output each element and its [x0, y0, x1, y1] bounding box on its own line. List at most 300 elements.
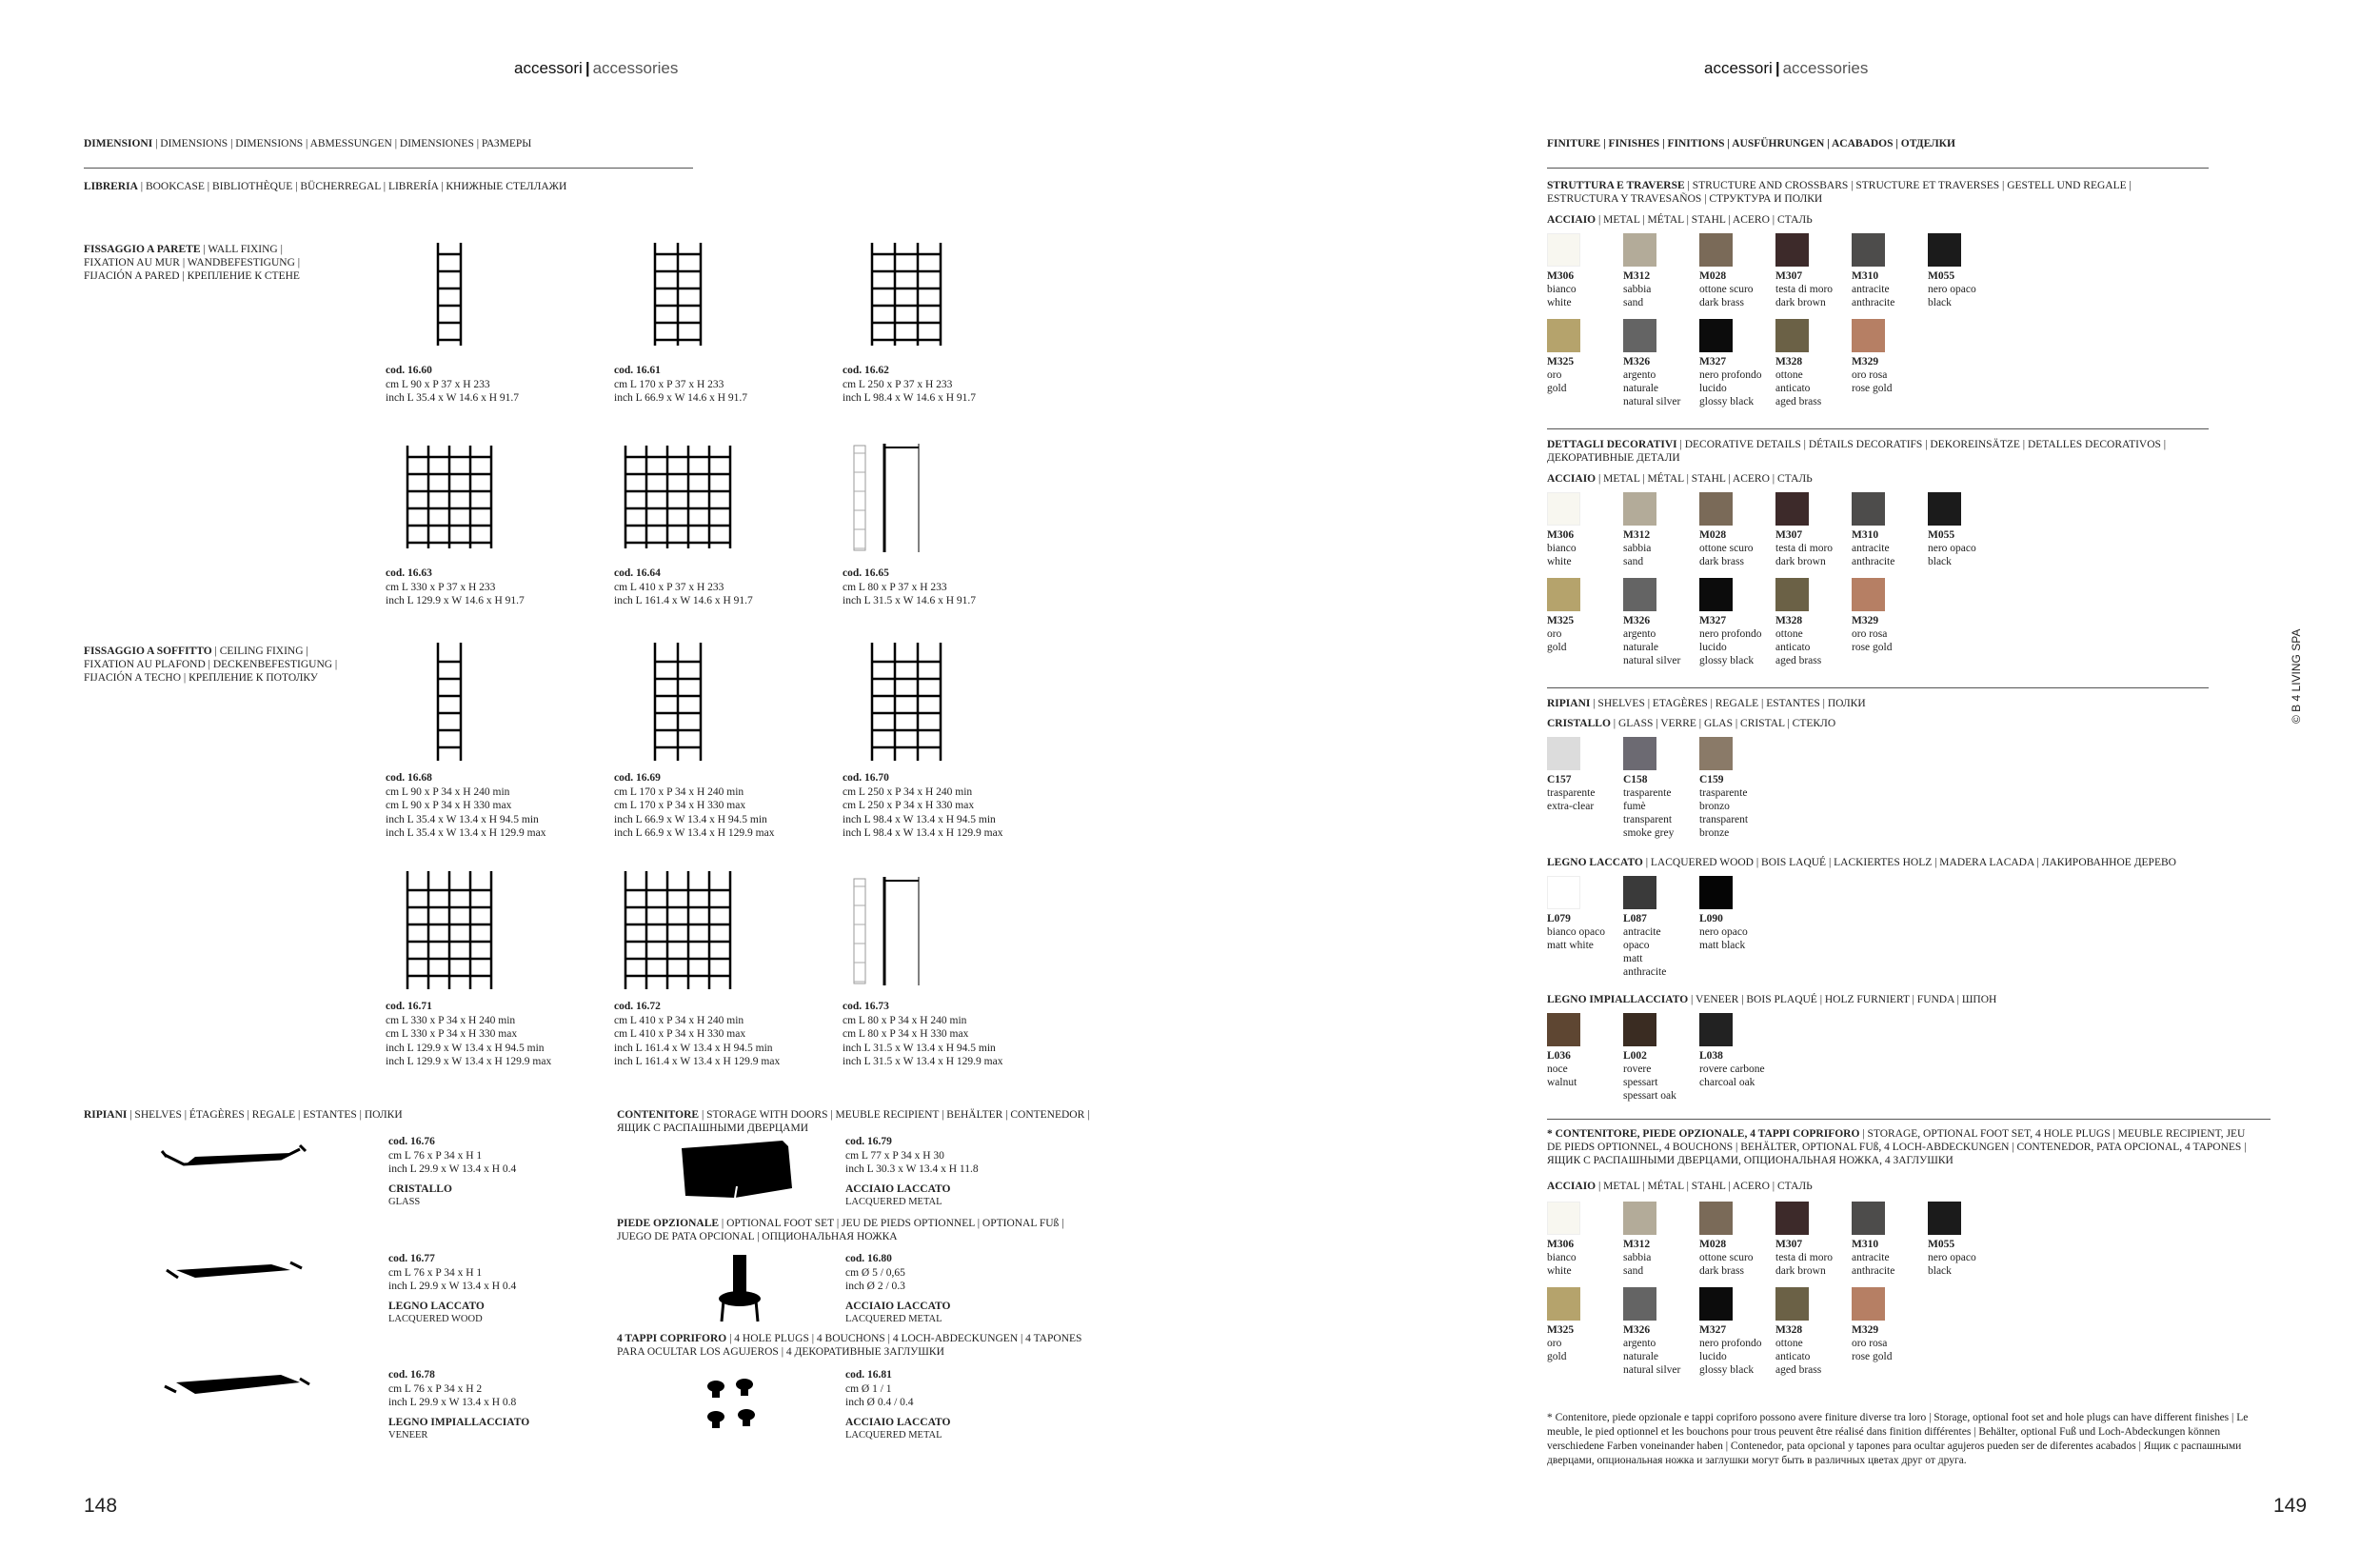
- divider: [1547, 687, 2209, 688]
- lacquered-label: LEGNO LACCATO | LACQUERED WOOD | BOIS LAQUÉ | LACKIERTES HOLZ | MADERA LACADA | ЛАКИРОВАННОЕ ДЕРЕВО: [1547, 857, 2176, 868]
- color-chip: [1852, 319, 1885, 352]
- item-dimension: cm L 170 x P 34 x H 330 max: [614, 800, 746, 811]
- finish-code: L002: [1623, 1050, 1647, 1062]
- finish-name: argento: [1623, 628, 1656, 640]
- finishes-heading: FINITURE | FINISHES | FINITIONS | AUSFÜHRUNGEN | ACABADOS | ОТДЕЛКИ: [1547, 138, 1955, 149]
- item-code: cod. 16.60: [386, 365, 432, 376]
- item-code: cod. 16.63: [386, 567, 432, 579]
- finish-code: M306: [1547, 270, 1575, 282]
- finish-name: sand: [1623, 297, 1644, 308]
- bookcase-item: [843, 1000, 1061, 1069]
- shelf-lacquered-drawing: [157, 1257, 319, 1295]
- item-dimension: cm L 80 x P 34 x H 240 min: [843, 1014, 967, 1026]
- page-header: accessori | accessories: [1704, 59, 1869, 77]
- finish-swatch: [1928, 1202, 2004, 1278]
- finish-code: M329: [1852, 356, 1879, 368]
- finish-code: M312: [1623, 270, 1651, 282]
- finish-name: charcoal oak: [1699, 1077, 1755, 1088]
- finish-name: matt white: [1547, 940, 1594, 951]
- finish-name: glossy black: [1699, 396, 1755, 407]
- color-chip: [1699, 1013, 1733, 1046]
- footnote: * Contenitore, piede opzionale e tappi copriforo possono avere finiture diverse tra loro | Storage, optional foot set and hole plugs can have different finishes | Le meuble, le pied optionnel et les bouchons pour trous peuvent être réalisé dans finition différentes | Behälter, optional Fuß und Loch-Abdeckungen können verschiedene Farben voneinander haben | Contenedor, pata opcional y tapones para ocultar agujeros pueden ser de diferentes acabados | Ящик с распашными дверцами, опциональная ножка и заглушки могут быть в различных цветах друг от друга.: [1547, 1412, 2249, 1466]
- item-dimension: cm L 250 x P 37 x H 233: [843, 378, 953, 390]
- item-dimension: cm L 90 x P 37 x H 233: [386, 378, 490, 390]
- finish-swatch: [1623, 1202, 1699, 1278]
- item-dimension: inch L 161.4 x W 13.4 x H 94.5 min: [614, 1042, 773, 1054]
- finish-swatch: [1547, 737, 1623, 813]
- item-code: cod. 16.69: [614, 772, 661, 784]
- shelves-heading: RIPIANI | SHELVES | ÉTAGÈRES | REGALE | ESTANTES | ПОЛКИ: [84, 1109, 403, 1121]
- bookcase-drawing: [606, 641, 749, 765]
- bookcase-drawing: [378, 233, 521, 357]
- finish-name: nero opaco: [1928, 1252, 1976, 1263]
- item-dimension: cm L 410 x P 34 x H 240 min: [614, 1014, 744, 1026]
- finish-name: spessart oak: [1623, 1090, 1676, 1102]
- item-dimension: inch L 98.4 x W 14.6 x H 91.7: [843, 392, 977, 404]
- item-code: cod. 16.61: [614, 365, 661, 376]
- finish-name: sabbia: [1623, 284, 1652, 295]
- container-item: cod. 16.79 cm L 77 x P 34 x H 30 inch L 30.3 x W 13.4 x H 11.8 ACCIAIO LACCATO LACQUERED METAL: [845, 1136, 979, 1207]
- steel-label: ACCIAIO | METAL | MÉTAL | STAHL | ACERO | СТАЛЬ: [1547, 1181, 1813, 1192]
- shelf-item: cod. 16.76 cm L 76 x P 34 x H 1 inch L 29.9 x W 13.4 x H 0.4 CRISTALLO GLASS: [388, 1136, 517, 1207]
- finish-name: testa di moro: [1775, 284, 1834, 295]
- steel-label: ACCIAIO | METAL | MÉTAL | STAHL | ACERO | СТАЛЬ: [1547, 473, 1813, 485]
- finish-name: anthracite: [1852, 556, 1895, 567]
- finish-name: opaco: [1623, 940, 1650, 951]
- item-dimension: cm L 80 x P 34 x H 330 max: [843, 1028, 969, 1040]
- finish-name: white: [1547, 556, 1572, 567]
- item-dimension: inch L 66.9 x W 13.4 x H 94.5 min: [614, 813, 767, 825]
- finish-name: antracite: [1623, 926, 1661, 938]
- container-heading: CONTENITORE | STORAGE WITH DOORS | MEUBLE RECIPIENT | BEHÄLTER | CONTENEDOR | ЯЩИК С РАСПАШНЫМИ ДВЕРЦАМИ: [617, 1109, 1090, 1134]
- color-chip: [1623, 1287, 1656, 1321]
- finish-name: ottone scuro: [1699, 543, 1754, 554]
- wall-fixing-label: FISSAGGIO A PARETE | WALL FIXING | FIXATION AU MUR | WANDBEFESTIGUNG | FIJACIÓN A PARED | КРЕПЛЕНИЕ К СТЕНЕ: [84, 244, 301, 282]
- color-chip: [1547, 1202, 1580, 1235]
- bookcase-item: [386, 364, 605, 406]
- finish-name: gold: [1547, 1351, 1567, 1362]
- color-chip: [1775, 1287, 1809, 1321]
- finish-swatch: [1775, 233, 1852, 309]
- finish-name: oro rosa: [1852, 628, 1888, 640]
- finish-name: oro rosa: [1852, 369, 1888, 381]
- finish-code: M055: [1928, 270, 1955, 282]
- finish-swatch: [1623, 319, 1699, 408]
- finish-code: M325: [1547, 1324, 1575, 1336]
- finish-swatch: [1547, 319, 1623, 395]
- item-dimension: inch L 161.4 x W 14.6 x H 91.7: [614, 595, 753, 606]
- finish-name: nero profondo: [1699, 369, 1762, 381]
- item-dimension: cm L 90 x P 34 x H 240 min: [386, 785, 510, 798]
- finish-name: spessart: [1623, 1077, 1658, 1088]
- finish-name: oro: [1547, 369, 1562, 381]
- glass-label: CRISTALLO | GLASS | VERRE | GLAS | CRISTAL | СТЕКЛО: [1547, 718, 1836, 729]
- color-chip: [1547, 876, 1580, 909]
- color-chip: [1699, 319, 1733, 352]
- finish-name: oro: [1547, 1338, 1562, 1349]
- finish-swatch: [1699, 492, 1775, 568]
- color-chip: [1775, 233, 1809, 267]
- page-number: 149: [2273, 1495, 2308, 1517]
- color-chip: [1547, 492, 1580, 526]
- finish-swatch: [1699, 233, 1775, 309]
- finish-code: C158: [1623, 774, 1648, 785]
- color-chip: [1852, 1287, 1885, 1321]
- finish-name: dark brass: [1699, 556, 1744, 567]
- color-chip: [1852, 233, 1885, 267]
- finish-name: nero opaco: [1928, 284, 1976, 295]
- dimensions-heading: DIMENSIONI | DIMENSIONS | DIMENSIONS | ABMESSUNGEN | DIMENSIONES | РАЗМЕРЫ: [84, 138, 532, 149]
- finish-swatch: [1852, 1202, 1928, 1278]
- finish-name: matt: [1623, 953, 1643, 964]
- shelf-veneer-drawing: [157, 1369, 319, 1407]
- item-dimension: cm L 410 x P 34 x H 330 max: [614, 1028, 746, 1040]
- finish-code: M306: [1547, 529, 1575, 541]
- bookcase-drawing: [378, 869, 521, 993]
- finish-swatch: [1852, 1287, 1928, 1363]
- finish-code: L087: [1623, 913, 1647, 924]
- item-dimension: inch L 31.5 x W 13.4 x H 129.9 max: [843, 1056, 1003, 1067]
- item-dimension: inch L 98.4 x W 13.4 x H 129.9 max: [843, 827, 1003, 839]
- finish-name: antracite: [1852, 284, 1890, 295]
- finish-code: M028: [1699, 270, 1727, 282]
- finish-code: M326: [1623, 615, 1651, 626]
- finish-code: L038: [1699, 1050, 1723, 1062]
- finish-code: M328: [1775, 356, 1803, 368]
- finish-swatch: [1623, 233, 1699, 309]
- finish-name: naturale: [1623, 1351, 1659, 1362]
- color-chip: [1547, 1013, 1580, 1046]
- item-code: cod. 16.64: [614, 567, 661, 579]
- plugs-item: cod. 16.81 cm Ø 1 / 1 inch Ø 0.4 / 0.4 ACCIAIO LACCATO LACQUERED METAL: [845, 1369, 951, 1441]
- color-chip: [1852, 1202, 1885, 1235]
- finish-name: rose gold: [1852, 383, 1893, 394]
- foot-drawing: [712, 1253, 769, 1324]
- page-number: 148: [84, 1495, 118, 1517]
- finish-code: M055: [1928, 529, 1955, 541]
- item-dimension: inch L 129.9 x W 13.4 x H 94.5 min: [386, 1042, 545, 1054]
- finish-name: sabbia: [1623, 543, 1652, 554]
- color-chip: [1775, 492, 1809, 526]
- finish-swatch: [1547, 578, 1623, 654]
- finish-name: sabbia: [1623, 1252, 1652, 1263]
- color-chip: [1547, 319, 1580, 352]
- finish-name: lucido: [1699, 1351, 1727, 1362]
- bookcase-drawing: [606, 436, 749, 560]
- shelves-finishes-heading: RIPIANI | SHELVES | ETAGÈRES | REGALE | ESTANTES | ПОЛКИ: [1547, 698, 1866, 709]
- color-chip: [1699, 1202, 1733, 1235]
- item-dimension: inch L 66.9 x W 13.4 x H 129.9 max: [614, 827, 775, 839]
- finish-name: rose gold: [1852, 1351, 1893, 1362]
- finish-code: M310: [1852, 270, 1879, 282]
- finish-name: matt black: [1699, 940, 1746, 951]
- color-chip: [1547, 737, 1580, 770]
- shelf-item: cod. 16.77 cm L 76 x P 34 x H 1 inch L 29.9 x W 13.4 x H 0.4 LEGNO LACCATO LACQUERED WOOD: [388, 1253, 517, 1324]
- color-chip: [1623, 876, 1656, 909]
- bookcase-item: [614, 566, 833, 608]
- color-chip: [1928, 1202, 1961, 1235]
- finish-name: glossy black: [1699, 655, 1755, 666]
- finish-name: bianco: [1547, 1252, 1577, 1263]
- finish-swatch: [1547, 1202, 1623, 1278]
- finish-name: sand: [1623, 556, 1644, 567]
- item-dimension: inch L 35.4 x W 14.6 x H 91.7: [386, 392, 520, 404]
- item-dimension: cm L 170 x P 34 x H 240 min: [614, 785, 744, 798]
- finish-name: anticato: [1775, 642, 1811, 653]
- finish-name: ottone scuro: [1699, 1252, 1754, 1263]
- finish-swatch: [1547, 1287, 1623, 1363]
- finish-swatch: [1775, 1202, 1852, 1278]
- plugs-drawing: [703, 1377, 769, 1443]
- finish-name: trasparente: [1547, 787, 1596, 799]
- finish-swatch: [1699, 1202, 1775, 1278]
- item-dimension: inch L 35.4 x W 13.4 x H 129.9 max: [386, 827, 546, 839]
- container-finishes-heading: * CONTENITORE, PIEDE OPZIONALE, 4 TAPPI COPRIFORO | STORAGE, OPTIONAL FOOT SET, 4 HOLE PLUGS | MEUBLE RECIPIENT, JEU DE PIEDS OPTIONNEL, 4 BOUCHONS | BEHÄLTER, OPTIONAL FUß, 4 LOCH-ABDECKUNGEN | CONTENEDOR, PATA OPCIONAL, 4 TAPONES | ЯЩИК С РАСПАШНЫМИ ДВЕРЦАМИ, ОПЦИОНАЛЬНАЯ НОЖКА, 4 ЗАГЛУШКИ: [1547, 1128, 2247, 1166]
- finish-code: M312: [1623, 529, 1651, 541]
- bookcase-drawing: [606, 869, 749, 993]
- item-dimension: inch L 31.5 x W 14.6 x H 91.7: [843, 595, 977, 606]
- finish-code: M307: [1775, 1239, 1803, 1250]
- finish-code: M307: [1775, 270, 1803, 282]
- finish-code: M306: [1547, 1239, 1575, 1250]
- finish-name: nero profondo: [1699, 628, 1762, 640]
- color-chip: [1623, 737, 1656, 770]
- finish-name: lucido: [1699, 383, 1727, 394]
- color-chip: [1623, 319, 1656, 352]
- finish-code: L090: [1699, 913, 1723, 924]
- finish-code: L079: [1547, 913, 1571, 924]
- finish-name: nero profondo: [1699, 1338, 1762, 1349]
- item-code: cod. 16.70: [843, 772, 889, 784]
- bookcase-item: [843, 771, 1061, 841]
- finish-name: dark brass: [1699, 1265, 1744, 1277]
- color-chip: [1775, 578, 1809, 611]
- finish-code: M325: [1547, 356, 1575, 368]
- finish-name: natural silver: [1623, 1364, 1681, 1376]
- item-dimension: cm L 330 x P 34 x H 330 max: [386, 1028, 518, 1040]
- divider: [84, 168, 693, 169]
- color-chip: [1699, 876, 1733, 909]
- finish-code: M326: [1623, 1324, 1651, 1336]
- finish-name: argento: [1623, 369, 1656, 381]
- finish-swatch: [1699, 1287, 1775, 1377]
- finish-name: dark brown: [1775, 556, 1826, 567]
- finish-name: dark brass: [1699, 297, 1744, 308]
- finish-name: transparent: [1699, 814, 1749, 825]
- finish-swatch: [1699, 1013, 1775, 1089]
- bookcase-item: [386, 566, 605, 608]
- item-code: cod. 16.73: [843, 1001, 889, 1012]
- color-chip: [1775, 319, 1809, 352]
- bookcase-drawing: [378, 641, 521, 765]
- finish-name: extra-clear: [1547, 801, 1595, 812]
- color-chip: [1775, 1202, 1809, 1235]
- finish-name: rovere: [1623, 1063, 1652, 1075]
- page-header: accessori | accessories: [514, 59, 679, 77]
- finish-name: lucido: [1699, 642, 1727, 653]
- color-chip: [1623, 492, 1656, 526]
- plugs-heading: 4 TAPPI COPRIFORO | 4 HOLE PLUGS | 4 BOUCHONS | 4 LOCH-ABDECKUNGEN | 4 TAPONES PARA OCULTAR LOS AGUJEROS | 4 ДЕКОРАТИВНЫЕ ЗАГЛУШКИ: [617, 1333, 1082, 1358]
- finish-swatch: [1623, 876, 1699, 979]
- item-dimension: cm L 170 x P 37 x H 233: [614, 378, 724, 390]
- finish-name: gold: [1547, 642, 1567, 653]
- finish-swatch: [1775, 1287, 1852, 1377]
- color-chip: [1623, 1202, 1656, 1235]
- finish-swatch: [1547, 876, 1623, 952]
- finish-name: natural silver: [1623, 396, 1681, 407]
- finish-code: L036: [1547, 1050, 1571, 1062]
- finish-name: anticato: [1775, 383, 1811, 394]
- finish-name: bronze: [1699, 827, 1730, 839]
- finish-name: bronzo: [1699, 801, 1730, 812]
- finish-name: bianco: [1547, 543, 1577, 554]
- finish-code: C159: [1699, 774, 1724, 785]
- finish-swatch: [1623, 1287, 1699, 1377]
- finish-name: oro rosa: [1852, 1338, 1888, 1349]
- finish-name: testa di moro: [1775, 543, 1834, 554]
- finish-swatch: [1775, 492, 1852, 568]
- color-chip: [1699, 578, 1733, 611]
- finish-name: nero opaco: [1699, 926, 1748, 938]
- finish-name: white: [1547, 297, 1572, 308]
- ceiling-fixing-label: FISSAGGIO A SOFFITTO | CEILING FIXING | FIXATION AU PLAFOND | DECKENBEFESTIGUNG | FIJACIÓN A TECHO | КРЕПЛЕНИЕ К ПОТОЛКУ: [84, 646, 338, 684]
- finish-code: M329: [1852, 1324, 1879, 1336]
- steel-label: ACCIAIO | METAL | MÉTAL | STAHL | ACERO | СТАЛЬ: [1547, 214, 1813, 226]
- finish-name: dark brown: [1775, 297, 1826, 308]
- bookcase-drawing: [835, 436, 978, 560]
- finish-swatch: [1852, 233, 1928, 309]
- item-dimension: inch L 31.5 x W 13.4 x H 94.5 min: [843, 1042, 996, 1054]
- finish-swatch: [1547, 1013, 1623, 1089]
- finish-name: naturale: [1623, 642, 1659, 653]
- finish-name: antracite: [1852, 543, 1890, 554]
- bookcase-item: [614, 771, 833, 841]
- color-chip: [1623, 1013, 1656, 1046]
- bookcase-item: [614, 364, 833, 406]
- finish-name: ottone scuro: [1699, 284, 1754, 295]
- item-dimension: cm L 250 x P 34 x H 240 min: [843, 785, 973, 798]
- finish-swatch: [1623, 737, 1699, 840]
- item-dimension: inch L 98.4 x W 13.4 x H 94.5 min: [843, 813, 996, 825]
- color-chip: [1623, 233, 1656, 267]
- finish-code: C157: [1547, 774, 1572, 785]
- item-code: cod. 16.72: [614, 1001, 661, 1012]
- item-code: cod. 16.71: [386, 1001, 432, 1012]
- finish-code: M312: [1623, 1239, 1651, 1250]
- finish-code: M327: [1699, 1324, 1727, 1336]
- color-chip: [1623, 578, 1656, 611]
- bookcase-item: [843, 364, 1061, 406]
- item-dimension: inch L 129.9 x W 14.6 x H 91.7: [386, 595, 525, 606]
- item-dimension: cm L 330 x P 34 x H 240 min: [386, 1014, 516, 1026]
- color-chip: [1928, 492, 1961, 526]
- structure-heading: STRUTTURA E TRAVERSE | STRUCTURE AND CROSSBARS | STRUCTURE ET TRAVERSES | GESTELL UND REGALE | ESTRUCTURA Y TRAVESAÑOS | СТРУКТУРА И ПОЛКИ: [1547, 180, 2132, 205]
- finish-code: M327: [1699, 615, 1727, 626]
- finish-name: dark brown: [1775, 1265, 1826, 1277]
- finish-code: M325: [1547, 615, 1575, 626]
- color-chip: [1699, 492, 1733, 526]
- finish-name: ottone: [1775, 1338, 1803, 1349]
- finish-name: fumè: [1623, 801, 1646, 812]
- finish-code: M310: [1852, 529, 1879, 541]
- finish-code: M028: [1699, 1239, 1727, 1250]
- finish-name: trasparente: [1623, 787, 1672, 799]
- divider: [1547, 1119, 2271, 1120]
- bookcase-drawing: [378, 436, 521, 560]
- foot-heading: PIEDE OPZIONALE | OPTIONAL FOOT SET | JEU DE PIEDS OPTIONNEL | OPTIONAL FUß | JUEGO DE PATA OPCIONAL | ОПЦИОНАЛЬНАЯ НОЖКА: [617, 1218, 1064, 1242]
- finish-name: white: [1547, 1265, 1572, 1277]
- finish-code: M310: [1852, 1239, 1879, 1250]
- finish-swatch: [1852, 319, 1928, 395]
- divider: [1547, 168, 2209, 169]
- finish-name: nero opaco: [1928, 543, 1976, 554]
- item-dimension: inch L 35.4 x W 13.4 x H 94.5 min: [386, 813, 539, 825]
- bookcase-drawing: [835, 869, 978, 993]
- bookcase-item: [843, 566, 1061, 608]
- finish-name: antracite: [1852, 1252, 1890, 1263]
- finish-name: testa di moro: [1775, 1252, 1834, 1263]
- finish-name: ottone: [1775, 369, 1803, 381]
- item-code: cod. 16.62: [843, 365, 889, 376]
- finish-swatch: [1699, 737, 1775, 840]
- finish-swatch: [1852, 578, 1928, 654]
- finish-name: gold: [1547, 383, 1567, 394]
- finish-name: oro: [1547, 628, 1562, 640]
- finish-swatch: [1623, 1013, 1699, 1103]
- finish-name: aged brass: [1775, 1364, 1822, 1376]
- finish-swatch: [1928, 492, 2004, 568]
- bookcase-drawing: [835, 233, 978, 357]
- color-chip: [1928, 233, 1961, 267]
- finish-swatch: [1623, 492, 1699, 568]
- finish-name: walnut: [1547, 1077, 1577, 1088]
- finish-name: trasparente: [1699, 787, 1748, 799]
- item-dimension: cm L 330 x P 37 x H 233: [386, 581, 496, 593]
- finish-name: rose gold: [1852, 642, 1893, 653]
- finish-name: bianco: [1547, 284, 1577, 295]
- finish-swatch: [1775, 578, 1852, 667]
- finish-name: anthracite: [1623, 966, 1667, 978]
- item-dimension: inch L 161.4 x W 13.4 x H 129.9 max: [614, 1056, 781, 1067]
- finish-name: argento: [1623, 1338, 1656, 1349]
- finish-name: rovere carbone: [1699, 1063, 1765, 1075]
- foot-item: cod. 16.80 cm Ø 5 / 0,65 inch Ø 2 / 0.3 ACCIAIO LACCATO LACQUERED METAL: [845, 1253, 951, 1324]
- item-dimension: cm L 250 x P 34 x H 330 max: [843, 800, 975, 811]
- color-chip: [1852, 578, 1885, 611]
- finish-name: naturale: [1623, 383, 1659, 394]
- item-dimension: cm L 90 x P 34 x H 330 max: [386, 800, 512, 811]
- bookcase-item: [386, 1000, 605, 1069]
- shelf-glass-drawing: [157, 1138, 319, 1176]
- finish-swatch: [1852, 492, 1928, 568]
- bookcase-drawing: [606, 233, 749, 357]
- finish-code: M307: [1775, 529, 1803, 541]
- color-chip: [1699, 1287, 1733, 1321]
- finish-name: glossy black: [1699, 1364, 1755, 1376]
- item-dimension: cm L 410 x P 37 x H 233: [614, 581, 724, 593]
- finish-swatch: [1547, 492, 1623, 568]
- bookcase-heading: LIBRERIA | BOOKCASE | BIBLIOTHÈQUE | BÜCHERREGAL | LIBRERÍA | КНИЖНЫЕ СТЕЛЛАЖИ: [84, 181, 567, 192]
- bookcase-item: [386, 771, 605, 841]
- finish-name: aged brass: [1775, 655, 1822, 666]
- bookcase-drawing: [835, 641, 978, 765]
- color-chip: [1852, 492, 1885, 526]
- copyright: © B 4 LIVING SPA: [2290, 628, 2303, 724]
- finish-name: transparent: [1623, 814, 1673, 825]
- finish-swatch: [1699, 578, 1775, 667]
- finish-name: bianco opaco: [1547, 926, 1605, 938]
- finish-code: M055: [1928, 1239, 1955, 1250]
